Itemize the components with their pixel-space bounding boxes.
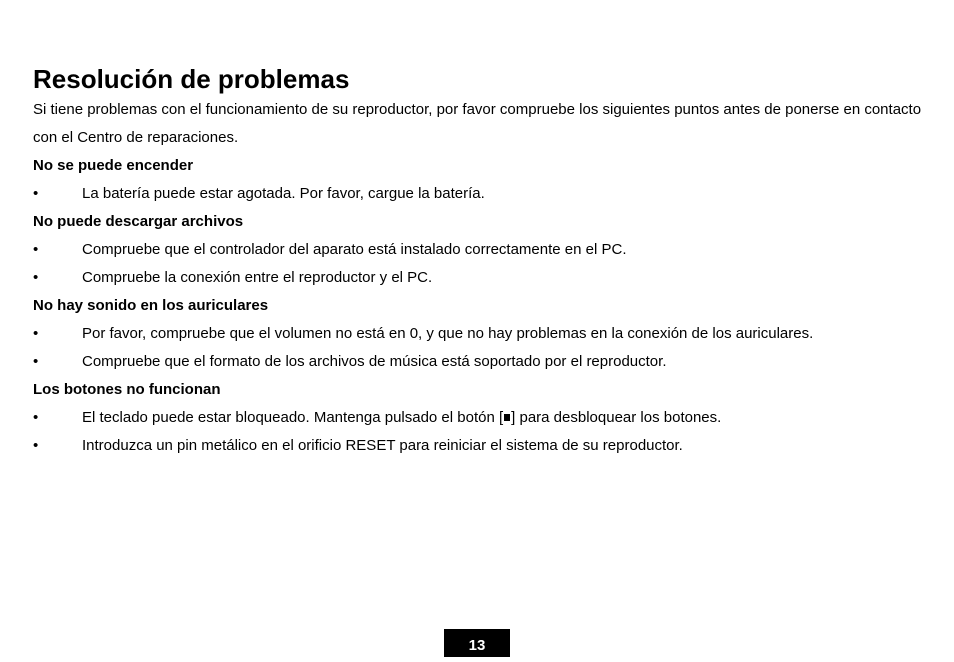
bullet-icon: • — [33, 269, 39, 286]
section-no-download — [33, 208, 933, 292]
list-item — [33, 264, 933, 292]
bullet-list — [33, 236, 933, 292]
list-item — [33, 348, 933, 376]
section-heading: No se puede encender — [33, 157, 194, 174]
section-heading: No puede descargar archivos — [33, 213, 244, 230]
page-title: Resolución de problemas — [33, 64, 350, 94]
list-item — [33, 180, 933, 208]
section-heading: Los botones no funcionan — [33, 381, 221, 398]
list-item — [33, 320, 933, 348]
page-number: 13 — [444, 629, 510, 657]
bullet-list — [33, 404, 933, 460]
section-heading: No hay sonido en los auriculares — [33, 297, 269, 314]
bullet-icon: • — [33, 437, 39, 454]
list-item-text-after: ] para desbloquear los botones. — [511, 409, 722, 426]
bullet-icon: • — [33, 241, 39, 258]
bullet-icon: • — [33, 353, 39, 370]
bullet-icon: • — [33, 325, 39, 342]
list-item-text-before: El teclado puede estar bloqueado. Mantenga pulsado el botón [ — [82, 409, 504, 426]
section-no-sound — [33, 292, 933, 376]
list-item-text: Compruebe que el controlador del aparato está instalado correctamente en el PC. — [82, 241, 627, 258]
list-item-text: Compruebe que el formato de los archivos de música está soportado por el reproductor. — [82, 353, 667, 370]
list-item-text: Por favor, compruebe que el volumen no está en 0, y que no hay problemas en la conexión de los auriculares. — [82, 325, 814, 342]
bullet-list — [33, 320, 933, 376]
bullet-icon: • — [33, 185, 39, 202]
list-item — [33, 404, 933, 432]
stop-button-icon — [504, 414, 510, 421]
bullet-icon: • — [33, 409, 39, 426]
list-item-text: Compruebe la conexión entre el reproductor y el PC. — [82, 269, 433, 286]
list-item-text: Introduzca un pin metálico en el orificio RESET para reiniciar el sistema de su reproductor. — [82, 437, 683, 454]
list-item-text: La batería puede estar agotada. Por favor, cargue la batería. — [82, 185, 485, 202]
list-item — [33, 432, 933, 460]
list-item — [33, 236, 933, 264]
section-no-power — [33, 152, 933, 208]
section-buttons-not-working — [33, 376, 933, 460]
manual-page — [33, 62, 933, 460]
intro-paragraph: Si tiene problemas con el funcionamiento de su reproductor, por favor compruebe los siguientes puntos antes de ponerse en contacto con el Centro de reparaciones. — [33, 101, 922, 146]
bullet-list — [33, 180, 933, 208]
